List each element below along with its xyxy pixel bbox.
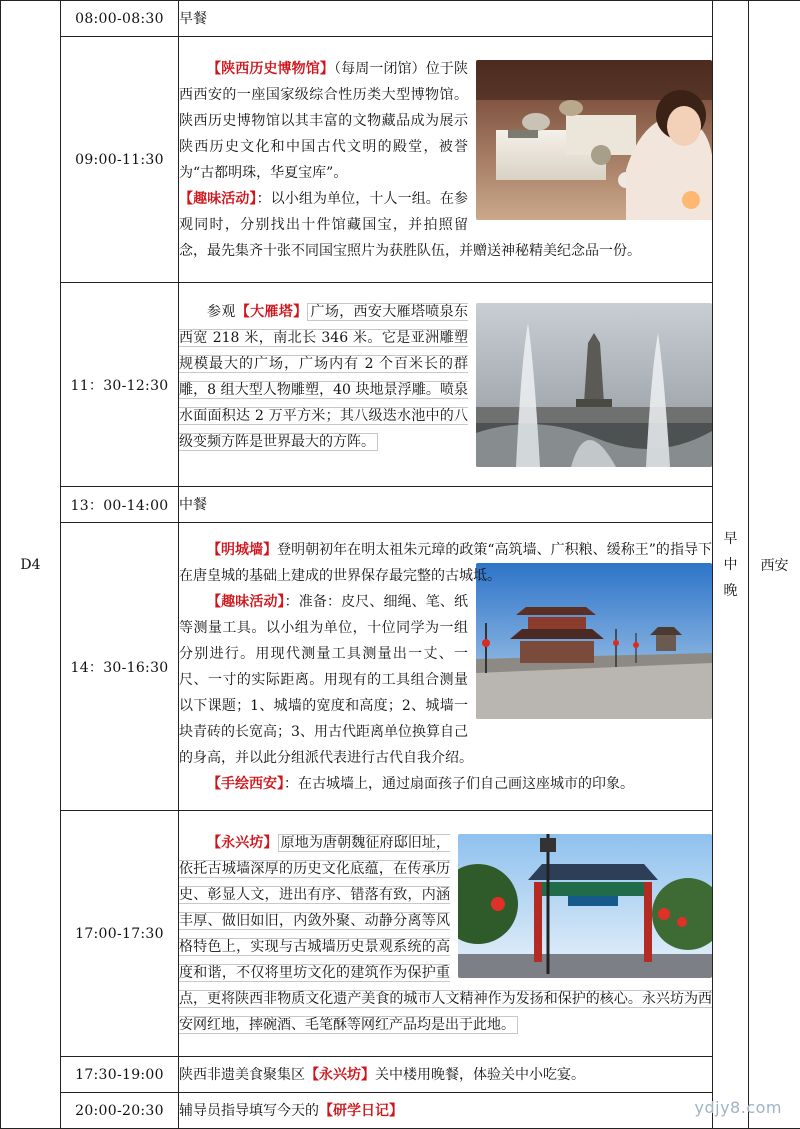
itinerary-row-pagoda bbox=[1, 283, 800, 487]
content-cell bbox=[179, 487, 713, 523]
time-label: 17:00-17:30 bbox=[75, 925, 164, 942]
draw-title: 【手绘西安】 bbox=[207, 775, 284, 792]
meals-label: 早 中 晚 bbox=[723, 530, 738, 599]
pagoda-body: 广场，西安大雁塔喷泉东西宽 218 米，南北长 346 米。它是亚洲雕塑规模最大的广场，广场内有 2 个百米长的群雕，8 组大型人物雕塑，40 块地景浮雕。喷泉水面面积达 2 万平方米；其八级迭水池中的八级变频方阵是世界最大的方阵。 bbox=[179, 303, 469, 450]
content-cell bbox=[179, 1057, 713, 1093]
city-label: 西安 bbox=[760, 557, 789, 574]
draw-paragraph bbox=[179, 771, 712, 797]
diary-pre: 辅导员指导填写今天的 bbox=[179, 1102, 319, 1119]
time-cell bbox=[61, 1093, 179, 1129]
pagoda-pre: 参观 bbox=[207, 303, 236, 320]
yongxingfang-title: 【永兴坊】 bbox=[207, 834, 278, 851]
content-cell bbox=[179, 283, 713, 487]
itinerary-row-yongxingfang bbox=[1, 811, 800, 1057]
itinerary-row-lunch bbox=[1, 487, 800, 523]
content-cell bbox=[179, 523, 713, 811]
day-cell bbox=[1, 1, 61, 1129]
activity-title: 【趣味活动】 bbox=[207, 593, 285, 610]
time-label: 11：30-12:30 bbox=[70, 377, 169, 394]
yongxingfang-body: 原地为唐朝魏征府邸旧址，依托古城墙深厚的历史文化底蕴，在传承历史、彰显人文，进出有序、错落有致，内涵丰厚、做旧如旧，内敛外聚、动静分离等风格特色上，实现与古城墙历史景观系统的高度和谐，不仅将里坊文化的建筑作为保护重点，更将陕西非物质文化遗产美食的城市人文精神作为发扬和保护的核心。永兴坊为西安网红地，摔碗酒、毛笔酥等网红产品均是出于此地。 bbox=[179, 834, 712, 1033]
activity-text: 早餐 bbox=[179, 10, 207, 27]
itinerary-row-city-wall bbox=[1, 523, 800, 811]
yongxingfang-gate-photo bbox=[458, 834, 712, 978]
activity-body: ：以小组为单位，十人一组。在参观同时，分别找出十件馆藏国宝，并拍照留念，最先集齐十张不同国宝照片为获胜队伍，并赠送神秘精美纪念品一份。 bbox=[179, 190, 641, 259]
itinerary-row-museum bbox=[1, 37, 800, 283]
diary-title: 【研学日记】 bbox=[319, 1102, 403, 1119]
time-cell bbox=[61, 487, 179, 523]
itinerary-row-breakfast bbox=[1, 1, 800, 37]
time-label: 13：00-14:00 bbox=[70, 497, 169, 514]
city-wall-photo bbox=[476, 563, 712, 719]
dinner-title: 【永兴坊】 bbox=[305, 1066, 375, 1083]
content-cell bbox=[179, 37, 713, 283]
activity-body: ：准备：皮尺、细绳、笔、纸等测量工具。以小组为单位，十位同学为一组分别进行。用现代测量工具测量出一丈、一尺、一寸的实际距离。用现有的工具组合测量以下课题；1、城墙的宽度和高度；2、城墙一块青砖的长宽高；3、用古代距离单位换算自己的身高，并以此分组派代表进行古代自我介绍。 bbox=[179, 593, 473, 766]
time-label: 09:00-11:30 bbox=[75, 151, 164, 168]
time-cell bbox=[61, 1, 179, 37]
activity-text: 中餐 bbox=[179, 496, 207, 513]
dinner-post: 关中楼用晚餐，体验关中小吃宴。 bbox=[375, 1066, 585, 1083]
content-cell bbox=[179, 811, 713, 1057]
time-cell bbox=[61, 1057, 179, 1093]
time-cell bbox=[61, 283, 179, 487]
meals-cell bbox=[713, 1, 749, 1129]
city-cell bbox=[749, 1, 800, 1129]
pagoda-fountain-photo bbox=[476, 303, 712, 467]
content-cell bbox=[179, 1093, 713, 1129]
time-label: 14：30-16:30 bbox=[70, 659, 169, 676]
time-cell bbox=[61, 523, 179, 811]
activity-title: 【趣味活动】 bbox=[179, 190, 257, 207]
watermark: ydjy8.com bbox=[694, 1098, 782, 1117]
time-label: 20:00-20:30 bbox=[75, 1102, 164, 1119]
museum-body: 位于陕西西安的一座国家级综合性历类大型博物馆。陕西历史博物馆以其丰富的文物藏品成为展示陕西历史文化和中国古代文明的殿堂，被誉为“古都明珠，华夏宝库”。 bbox=[179, 60, 469, 181]
time-cell bbox=[61, 811, 179, 1057]
dinner-pre: 陕西非遗美食聚集区 bbox=[179, 1066, 305, 1083]
time-label: 08:00-08:30 bbox=[75, 10, 164, 27]
wall-title: 【明城墙】 bbox=[207, 541, 278, 558]
day-label: D4 bbox=[20, 556, 41, 573]
itinerary-row-diary bbox=[1, 1093, 800, 1129]
time-cell bbox=[61, 37, 179, 283]
draw-body: ：在古城墙上，通过扇面孩子们自己画这座城市的印象。 bbox=[284, 775, 634, 792]
itinerary-row-dinner bbox=[1, 1057, 800, 1093]
museum-photo bbox=[476, 60, 712, 220]
pagoda-title: 【大雁塔】 bbox=[235, 303, 308, 320]
content-cell bbox=[179, 1, 713, 37]
time-label: 17:30-19:00 bbox=[75, 1066, 164, 1083]
wall-body: 登明朝初年在明太祖朱元璋的政策“高筑墙、广积粮、缓称王”的指导下在唐皇城的基础上建成的世界保存最完整的古城坻。 bbox=[179, 541, 712, 584]
museum-note: （每周一闭馆） bbox=[334, 60, 426, 77]
museum-title: 【陕西历史博物馆】 bbox=[207, 60, 334, 77]
